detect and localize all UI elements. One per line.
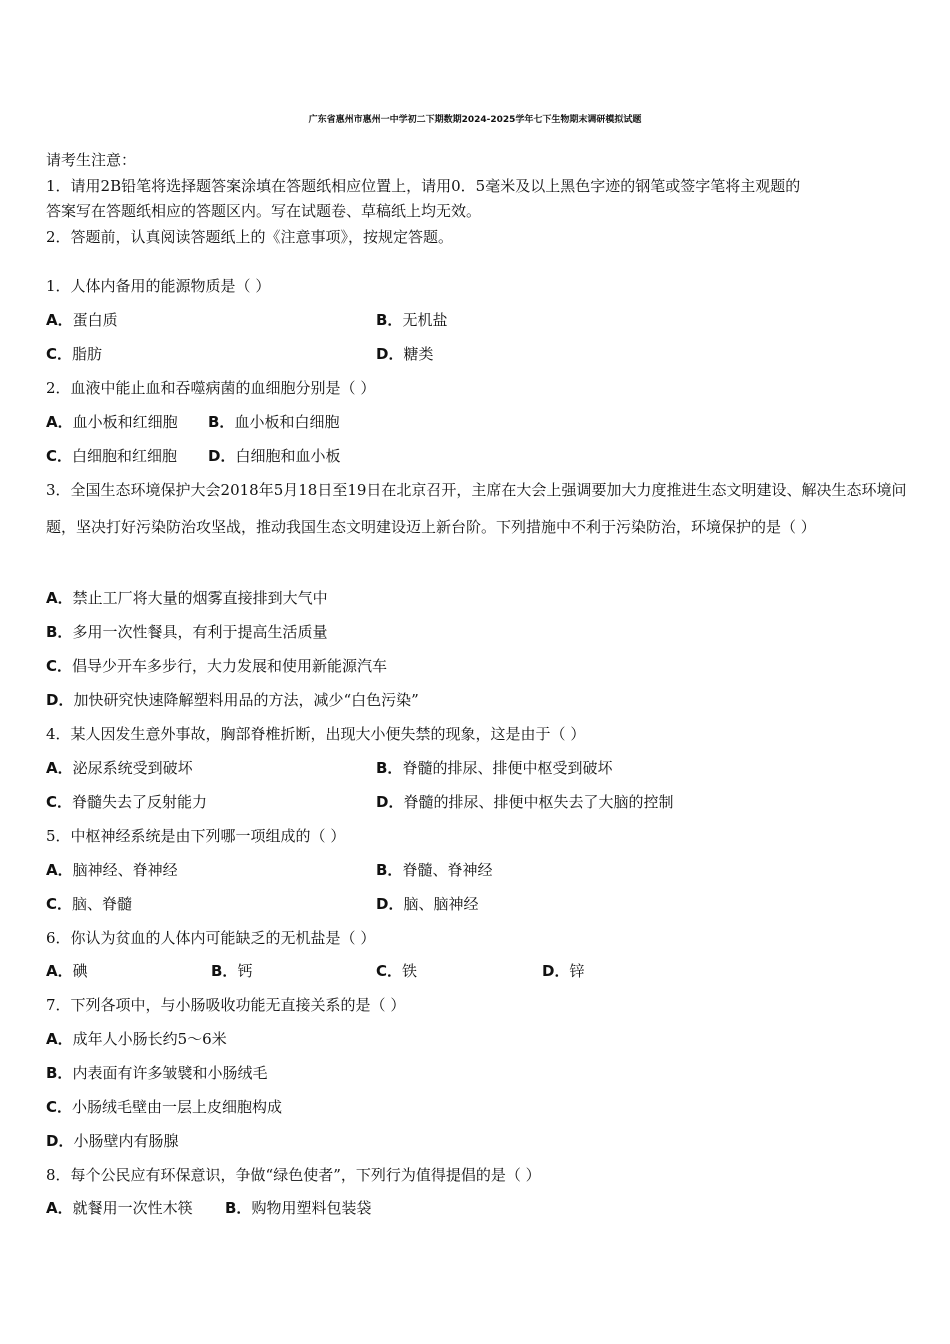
option-d[interactable]: D．脑、脑神经 [376,895,479,913]
option-c[interactable]: C．白细胞和红细胞 [46,447,178,465]
exam-title: 广东省惠州市惠州一中学初二下期数期2024-2025学年七下生物期末调研模拟试题 [308,115,642,125]
option-d[interactable]: D．锌 [542,962,585,980]
question-stem: 5．中枢神经系统是由下列哪一项组成的（ ） [46,827,346,845]
question-stem: 3．全国生态环境保护大会2018年5月18日至19日在北京召开，主席在大会上强调要加大力度推进生态文明建设、解决生态环境问题，坚决打好污染防治攻坚战，推动我国生态文明建设迈上新台阶。下列措施中不利于污染防治，环境保护的是（ ） [46,481,907,536]
question-stem: 2．血液中能止血和吞噬病菌的血细胞分别是（ ） [46,379,376,397]
option-d[interactable]: D．白细胞和血小板 [208,447,341,465]
option-d[interactable]: D．加快研究快速降解塑料用品的方法，减少“白色污染” [46,691,419,709]
question-stem: 6．你认为贫血的人体内可能缺乏的无机盐是（ ） [46,929,376,947]
option-d[interactable]: D．糖类 [376,345,434,363]
question-stem: 8．每个公民应有环保意识，争做“绿色使者”，下列行为值得提倡的是（ ） [46,1166,541,1184]
option-a[interactable]: A．碘 [46,962,88,980]
option-a[interactable]: A．蛋白质 [46,311,118,329]
option-b[interactable]: B．多用一次性餐具，有利于提高生活质量 [46,623,328,641]
option-b[interactable]: B．内表面有许多皱襞和小肠绒毛 [46,1064,268,1082]
option-a[interactable]: A．脑神经、脊神经 [46,861,178,879]
option-c[interactable]: C．小肠绒毛壁由一层上皮细胞构成 [46,1098,283,1116]
option-d[interactable]: D．脊髓的排尿、排便中枢失去了大脑的控制 [376,793,674,811]
option-b[interactable]: B．钙 [211,962,253,980]
question-stem: 1．人体内备用的能源物质是（ ） [46,277,271,295]
option-a[interactable]: A．泌尿系统受到破坏 [46,759,193,777]
option-b[interactable]: B．血小板和白细胞 [208,413,340,431]
option-b[interactable]: B．脊髓、脊神经 [376,861,493,879]
notice-item-1-cont: 答案写在答题纸相应的答题区内。写在试题卷、草稿纸上均无效。 [46,202,482,220]
option-a[interactable]: A．成年人小肠长约5～6米 [46,1030,227,1048]
option-c[interactable]: C．倡导少开车多步行，大力发展和使用新能源汽车 [46,657,388,675]
notice-item-2: 2．答题前，认真阅读答题纸上的《注意事项》，按规定答题。 [46,228,454,246]
notice-item-1: 1．请用2B铅笔将选择题答案涂填在答题纸相应位置上，请用0．5毫米及以上黑色字迹的钢笔或签字笔将主观题的 [46,177,801,195]
question-stem: 4．某人因发生意外事故，胸部脊椎折断，出现大小便失禁的现象，这是由于（ ） [46,725,586,743]
notice-heading: 请考生注意： [46,151,137,169]
option-c[interactable]: C．脂肪 [46,345,103,363]
option-c[interactable]: C．铁 [376,962,418,980]
option-b[interactable]: B．脊髓的排尿、排便中枢受到破坏 [376,759,613,777]
option-b[interactable]: B．无机盐 [376,311,448,329]
option-c[interactable]: C．脊髓失去了反射能力 [46,793,208,811]
question-stem: 7．下列各项中，与小肠吸收功能无直接关系的是（ ） [46,996,406,1014]
option-c[interactable]: C．脑、脊髓 [46,895,133,913]
option-d[interactable]: D．小肠壁内有肠腺 [46,1132,179,1150]
option-a[interactable]: A．就餐用一次性木筷 [46,1199,193,1217]
option-a[interactable]: A．血小板和红细胞 [46,413,178,431]
option-a[interactable]: A．禁止工厂将大量的烟雾直接排到大气中 [46,589,328,607]
option-b[interactable]: B．购物用塑料包装袋 [225,1199,372,1217]
